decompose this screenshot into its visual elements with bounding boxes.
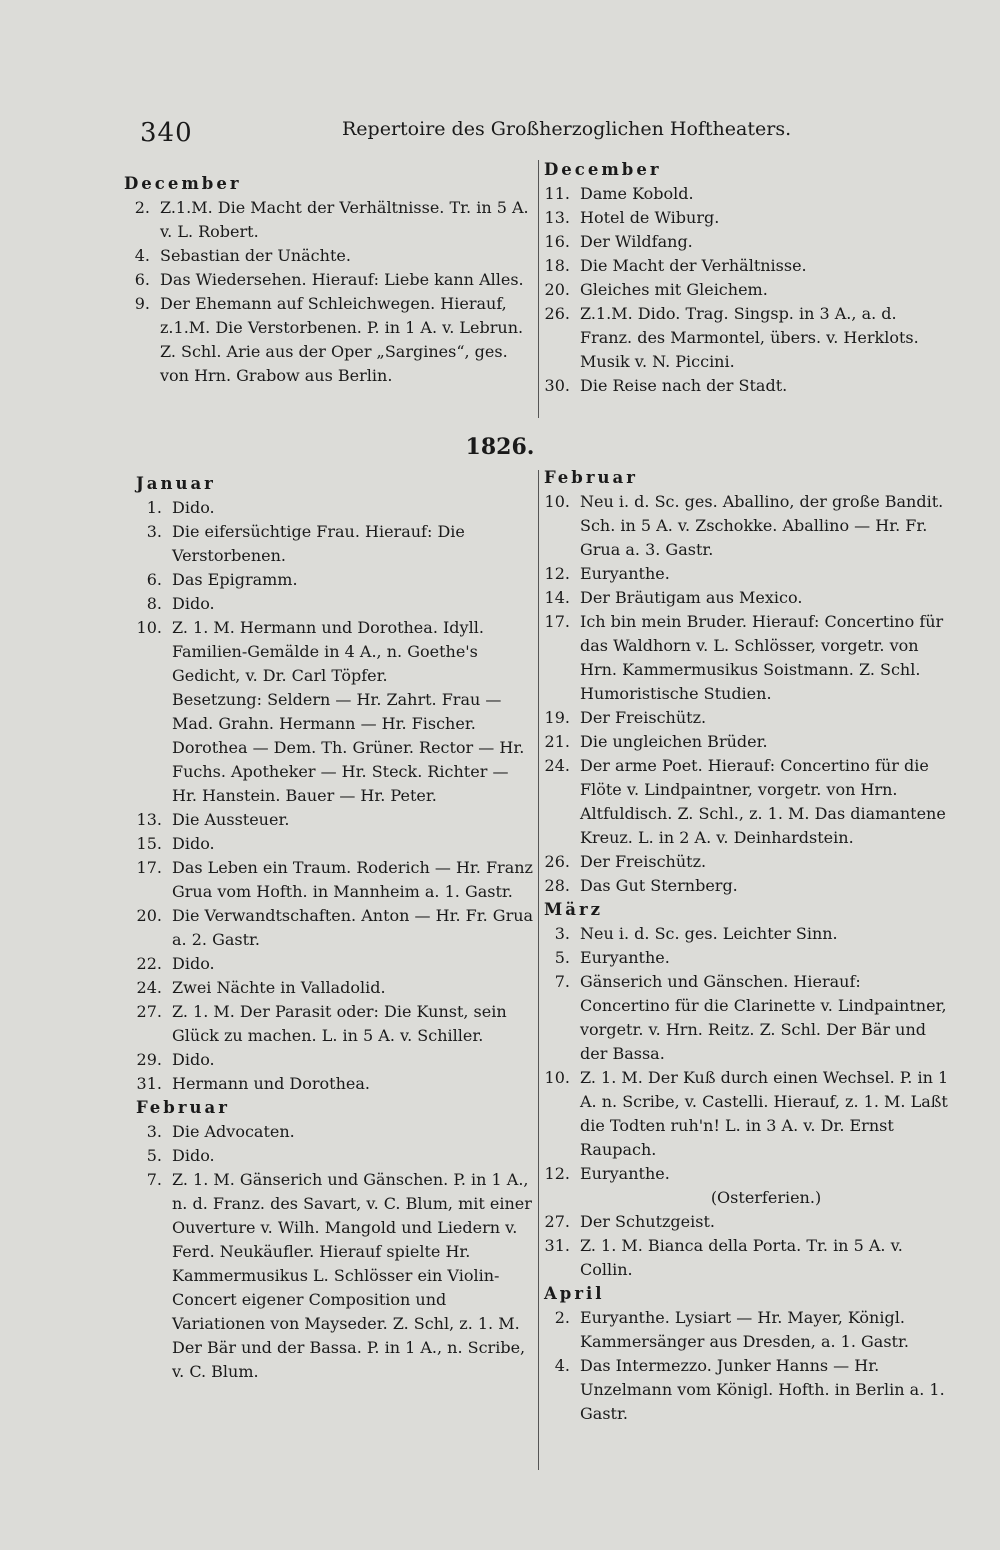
entry-text: Dido. — [172, 954, 215, 973]
entry-text: Das Gut Sternberg. — [580, 876, 738, 895]
entry-date: 6. — [146, 570, 162, 589]
list-item — [544, 374, 950, 398]
entry-text: Z. 1. M. Gänserich und Gänschen. P. in 1 A., n. d. Franz. des Savart, v. C. Blum, mit einer Ouverture v. Wilh. Mangold und Liedern v. Ferd. Neukäufler. Hierauf spielte Hr. Kammermusikus L. Schlösser ein Violin-Concert eigener Composition und Variationen von Mayseder. Z. Schl, z. 1. M. Der Bär und der Bassa. P. in 1 A., n. Scribe, v. C. Blum. — [172, 1170, 532, 1381]
month-heading: Januar — [136, 474, 216, 493]
entry-date: 3. — [146, 522, 162, 541]
list-item — [544, 1306, 952, 1354]
entry-text: Hotel de Wiburg. — [580, 208, 720, 227]
entry-text: Gleiches mit Gleichem. — [580, 280, 768, 299]
entry-text: Dido. — [172, 1146, 215, 1165]
entry-date: 19. — [544, 708, 570, 727]
entry-text: Der Bräutigam aus Mexico. — [580, 588, 803, 607]
entry-date: 4. — [554, 1356, 570, 1375]
list-item — [136, 592, 536, 616]
entry-date: 12. — [544, 1164, 570, 1183]
entry-date: 26. — [544, 304, 570, 323]
list-item — [136, 952, 536, 976]
list-item — [136, 1000, 536, 1048]
entry-text: Z.1.M. Dido. Trag. Singsp. in 3 A., a. d. Franz. des Marmontel, übers. v. Herklots. Musik v. N. Piccini. — [580, 304, 919, 371]
entry-date: 11. — [544, 184, 570, 203]
entry-date: 24. — [136, 978, 162, 997]
list-item — [544, 1162, 952, 1186]
column-divider-top — [538, 160, 539, 418]
entry-date: 15. — [136, 834, 162, 853]
entry-date: 28. — [544, 876, 570, 895]
list-item — [124, 292, 530, 388]
list-item — [136, 808, 536, 832]
entry-text: Das Wiedersehen. Hierauf: Liebe kann Alles. — [160, 270, 524, 289]
entry-text: Z. 1. M. Der Kuß durch einen Wechsel. P. in 1 A. n. Scribe, v. Castelli. Hierauf, z. 1. M. Laßt die Todten ruh'n! L. in 3 A. v. Dr. Ernst Raupach. — [580, 1068, 949, 1159]
entry-date: 6. — [134, 270, 150, 289]
entry-date: 5. — [554, 948, 570, 967]
list-item — [136, 616, 536, 688]
entry-text: Zwei Nächte in Valladolid. — [172, 978, 386, 997]
running-title: Repertoire des Großherzoglichen Hoftheaters. — [342, 118, 792, 140]
column-divider-bottom — [538, 470, 539, 1470]
entry-date: 3. — [146, 1122, 162, 1141]
entry-text: Hermann und Dorothea. — [172, 1074, 370, 1093]
entry-date: 10. — [544, 1068, 570, 1087]
entry-date: 27. — [136, 1002, 162, 1021]
entry-text: Gänserich und Gänschen. Hierauf: Concertino für die Clarinette v. Lindpaintner, vorgetr. v. Hrn. Reitz. Z. Schl. Der Bär und der Bassa. — [580, 972, 947, 1063]
list-item — [544, 182, 950, 206]
entry-date: 3. — [554, 924, 570, 943]
list-item — [544, 302, 950, 374]
entry-date: 9. — [134, 294, 150, 313]
entry-date: 7. — [554, 972, 570, 991]
list-item — [544, 850, 952, 874]
entry-text: Euryanthe. — [580, 948, 670, 967]
entry-text: Der Schutzgeist. — [580, 1212, 715, 1231]
list-item — [544, 1354, 952, 1426]
entry-text: Sebastian der Unächte. — [160, 246, 351, 265]
entry-date: 13. — [136, 810, 162, 829]
month-heading: April — [544, 1284, 605, 1303]
column-top-right — [544, 158, 950, 398]
entry-text: Dido. — [172, 1050, 215, 1069]
entry-date: 21. — [544, 732, 570, 751]
entry-date: 22. — [136, 954, 162, 973]
list-item — [544, 874, 952, 898]
entry-text: Die Verwandtschaften. Anton — Hr. Fr. Grua a. 2. Gastr. — [172, 906, 534, 949]
entry-text: Die Advocaten. — [172, 1122, 295, 1141]
entry-text: Der Freischütz. — [580, 852, 707, 871]
holiday-note: (Osterferien.) — [710, 1188, 822, 1207]
list-item — [136, 1144, 536, 1168]
list-item — [544, 970, 952, 1066]
list-item — [544, 922, 952, 946]
list-item — [124, 244, 530, 268]
entry-text: Der Wildfang. — [580, 232, 693, 251]
list-item — [136, 904, 536, 952]
entry-text: Dido. — [172, 834, 215, 853]
entry-date: 1. — [146, 498, 162, 517]
list-item — [544, 230, 950, 254]
list-item — [544, 254, 950, 278]
list-item — [544, 490, 952, 562]
entry-date: 29. — [136, 1050, 162, 1069]
entry-date: 16. — [544, 232, 570, 251]
column-top-left — [124, 172, 530, 388]
month-heading: December — [124, 174, 242, 193]
list-item — [136, 976, 536, 1000]
entry-text: Das Intermezzo. Junker Hanns — Hr. Unzelmann vom Königl. Hofth. in Berlin a. 1. Gastr. — [580, 1356, 945, 1423]
list-item — [544, 562, 952, 586]
list-item — [136, 1120, 536, 1144]
list-item — [136, 856, 536, 904]
entry-date: 18. — [544, 256, 570, 275]
entry-text: Die Macht der Verhältnisse. — [580, 256, 807, 275]
list-item — [544, 754, 952, 850]
entry-date: 31. — [136, 1074, 162, 1093]
month-heading: Februar — [544, 468, 638, 487]
list-item — [124, 196, 530, 244]
entry-text: Das Leben ein Traum. Roderich — Hr. Franz Grua vom Hofth. in Mannheim a. 1. Gastr. — [172, 858, 533, 901]
list-item — [136, 568, 536, 592]
list-item — [136, 520, 536, 568]
cast-list: Besetzung: Seldern — Hr. Zahrt. Frau — Mad. Grahn. Hermann — Hr. Fischer. Dorothea — Dem. Th. Grüner. Rector — Hr. Fuchs. Apotheker — Hr. Steck. Richter — Hr. Hanstein. Bauer — Hr. Peter. — [172, 690, 525, 805]
entry-text: Euryanthe. — [580, 564, 670, 583]
list-item — [136, 1072, 536, 1096]
entry-date: 26. — [544, 852, 570, 871]
column-bottom-left — [136, 472, 536, 1384]
entry-date: 14. — [544, 588, 570, 607]
entry-date: 10. — [544, 492, 570, 511]
list-item — [544, 206, 950, 230]
list-item — [544, 730, 952, 754]
entry-text: Der Freischütz. — [580, 708, 707, 727]
list-item — [136, 1168, 536, 1384]
entry-text: Ich bin mein Bruder. Hierauf: Concertino für das Waldhorn v. L. Schlösser, vorgetr. von Hrn. Kammermusikus Soistmann. Z. Schl. Humoristische Studien. — [580, 612, 944, 703]
entry-text: Z. 1. M. Der Parasit oder: Die Kunst, sein Glück zu machen. L. in 5 A. v. Schiller. — [172, 1002, 507, 1045]
entry-text: Die eifersüchtige Frau. Hierauf: Die Verstorbenen. — [172, 522, 465, 565]
entry-text: Z. 1. M. Hermann und Dorothea. Idyll. Familien-Gemälde in 4 A., n. Goethe's Gedicht, v. Dr. Carl Töpfer. — [172, 618, 484, 685]
entry-date: 2. — [554, 1308, 570, 1327]
year-heading: 1826. — [465, 434, 535, 460]
entry-text: Neu i. d. Sc. ges. Aballino, der große Bandit. Sch. in 5 A. v. Zschokke. Aballino — Hr. Fr. Grua a. 3. Gastr. — [580, 492, 944, 559]
entry-text: Dame Kobold. — [580, 184, 694, 203]
entry-text: Die Aussteuer. — [172, 810, 290, 829]
list-item — [136, 832, 536, 856]
list-item — [136, 1048, 536, 1072]
entry-date: 4. — [134, 246, 150, 265]
entry-date: 17. — [544, 612, 570, 631]
entry-text: Das Epigramm. — [172, 570, 298, 589]
month-heading: Februar — [136, 1098, 230, 1117]
entry-text: Die Reise nach der Stadt. — [580, 376, 788, 395]
list-item — [544, 586, 952, 610]
entry-date: 20. — [544, 280, 570, 299]
page-number: 340 — [140, 118, 193, 148]
entry-text: Die ungleichen Brüder. — [580, 732, 768, 751]
list-item — [544, 706, 952, 730]
month-heading: December — [544, 160, 662, 179]
list-item — [544, 278, 950, 302]
entry-text: Euryanthe. — [580, 1164, 670, 1183]
entry-date: 30. — [544, 376, 570, 395]
entry-date: 7. — [146, 1170, 162, 1189]
entry-date: 13. — [544, 208, 570, 227]
entry-date: 24. — [544, 756, 570, 775]
list-item — [544, 946, 952, 970]
entry-text: Dido. — [172, 594, 215, 613]
entry-date: 10. — [136, 618, 162, 637]
entry-text: Euryanthe. Lysiart — Hr. Mayer, Königl. Kammersänger aus Dresden, a. 1. Gastr. — [580, 1308, 909, 1351]
entry-text: Der Ehemann auf Schleichwegen. Hierauf, z.1.M. Die Verstorbenen. P. in 1 A. v. Lebrun. Z. Schl. Arie aus der Oper „Sargines“, ges. von Hrn. Grabow aus Berlin. — [160, 294, 524, 385]
list-item — [136, 496, 536, 520]
month-heading: März — [544, 900, 604, 919]
entry-text: Z.1.M. Die Macht der Verhältnisse. Tr. in 5 A. v. L. Robert. — [160, 198, 529, 241]
entry-date: 12. — [544, 564, 570, 583]
entry-text: Z. 1. M. Bianca della Porta. Tr. in 5 A. v. Collin. — [580, 1236, 903, 1279]
entry-text: Der arme Poet. Hierauf: Concertino für die Flöte v. Lindpaintner, vorgetr. von Hrn. Altfuldisch. Z. Schl., z. 1. M. Das diamantene Kreuz. L. in 2 A. v. Deinhardstein. — [580, 756, 946, 847]
column-bottom-right — [544, 466, 952, 1426]
list-item — [544, 1066, 952, 1162]
entry-date: 5. — [146, 1146, 162, 1165]
list-item — [124, 268, 530, 292]
entry-date: 27. — [544, 1212, 570, 1231]
list-item — [544, 1234, 952, 1282]
list-item — [544, 1210, 952, 1234]
entry-text: Neu i. d. Sc. ges. Leichter Sinn. — [580, 924, 838, 943]
entry-date: 31. — [544, 1236, 570, 1255]
entry-date: 17. — [136, 858, 162, 877]
entry-text: Dido. — [172, 498, 215, 517]
entry-date: 20. — [136, 906, 162, 925]
entry-date: 8. — [146, 594, 162, 613]
entry-date: 2. — [134, 198, 150, 217]
list-item — [544, 610, 952, 706]
